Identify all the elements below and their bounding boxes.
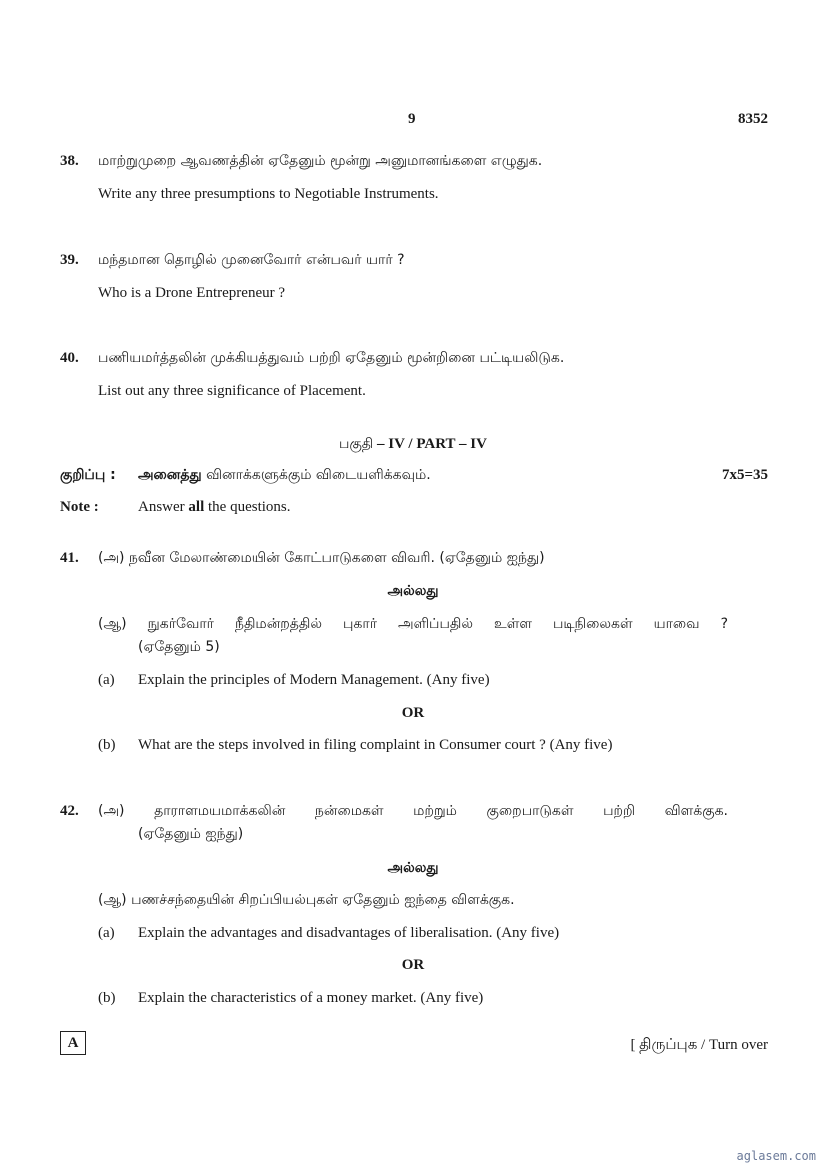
question-42b-tamil: (ஆ) பணச்சந்தையின் சிறப்பியல்புகள் ஏதேனும் ஐந்தை விளக்குக. <box>98 892 515 908</box>
question-number-38: 38. <box>60 153 79 169</box>
question-paper-code: 8352 <box>738 111 768 127</box>
note-text-tamil-rest: வினாக்களுக்கும் விடையளிக்கவும். <box>201 467 431 483</box>
page-number: 9 <box>408 111 416 127</box>
question-42-or-english: OR <box>401 957 425 973</box>
watermark: aglasem.com <box>736 1149 816 1163</box>
question-42-or-tamil: அல்லது <box>387 860 439 876</box>
question-40-tamil: பணியமர்த்தலின் முக்கியத்துவம் பற்றி ஏதேனும் மூன்றினை பட்டியலிடுக. <box>98 350 565 366</box>
note-en-pre: Answer <box>138 499 189 515</box>
question-41a-tamil: (அ) நவீன மேலாண்மையின் கோட்பாடுகளை விவரி. (ஏதேனும் ஐந்து) <box>98 550 545 566</box>
question-41b-english: What are the steps involved in filing complaint in Consumer court ? (Any five) <box>138 737 613 753</box>
marks-allocation: 7x5=35 <box>721 467 768 483</box>
note-en-bold: all <box>188 499 205 515</box>
question-41b-tamil-line2: (ஏதேனும் 5) <box>138 639 220 655</box>
part-heading <box>0 433 826 454</box>
question-41b-tamil-line1: (ஆ) நுகர்வோர் நீதிமன்றத்தில் புகார் அளிப்பதில் உள்ள படிநிலைகள் யாவை ? <box>98 616 728 632</box>
question-41-or-tamil: அல்லது <box>387 583 439 599</box>
note-en-post: the questions. <box>204 499 291 515</box>
question-42a-tamil-line1: (அ) தாராளமயமாக்கலின் நன்மைகள் மற்றும் குறைபாடுகள் பற்றி விளக்குக. <box>98 803 728 819</box>
part-heading-title: – IV / PART – IV <box>373 436 487 452</box>
question-41a-english: Explain the principles of Modern Management. (Any five) <box>138 672 490 688</box>
question-39-english: Who is a Drone Entrepreneur ? <box>98 285 286 301</box>
question-42a-label: (a) <box>98 925 115 941</box>
part-heading-tamil: பகுதி <box>339 436 374 452</box>
series-box: A <box>60 1031 86 1055</box>
question-42a-tamil-line2: (ஏதேனும் ஐந்து) <box>138 826 244 842</box>
question-number-39: 39. <box>60 252 79 268</box>
question-42b-label: (b) <box>98 990 116 1006</box>
question-41-or-english: OR <box>401 705 425 721</box>
question-42b-english: Explain the characteristics of a money market. (Any five) <box>138 990 484 1006</box>
question-40-english: List out any three significance of Placement. <box>98 383 366 399</box>
note-text-english <box>138 499 291 516</box>
note-text-tamil-bold: அனைத்து <box>138 467 202 483</box>
question-39-tamil: மந்தமான தொழில் முனைவோர் என்பவர் யார் ? <box>98 252 405 268</box>
note-text-tamil <box>138 467 431 485</box>
question-number-42: 42. <box>60 803 79 819</box>
note-label-english: Note : <box>60 499 99 515</box>
note-label-tamil: குறிப்பு : <box>60 467 116 483</box>
question-number-40: 40. <box>60 350 79 366</box>
question-42a-english: Explain the advantages and disadvantages of liberalisation. (Any five) <box>138 925 560 941</box>
question-38-tamil: மாற்றுமுறை ஆவணத்தின் ஏதேனும் மூன்று அனுமானங்களை எழுதுக. <box>98 153 543 169</box>
question-number-41: 41. <box>60 550 79 566</box>
question-41b-label: (b) <box>98 737 116 753</box>
question-38-english: Write any three presumptions to Negotiable Instruments. <box>98 186 439 202</box>
question-41a-label: (a) <box>98 672 115 688</box>
turn-over-text: [ திருப்புக / Turn over <box>630 1037 768 1053</box>
